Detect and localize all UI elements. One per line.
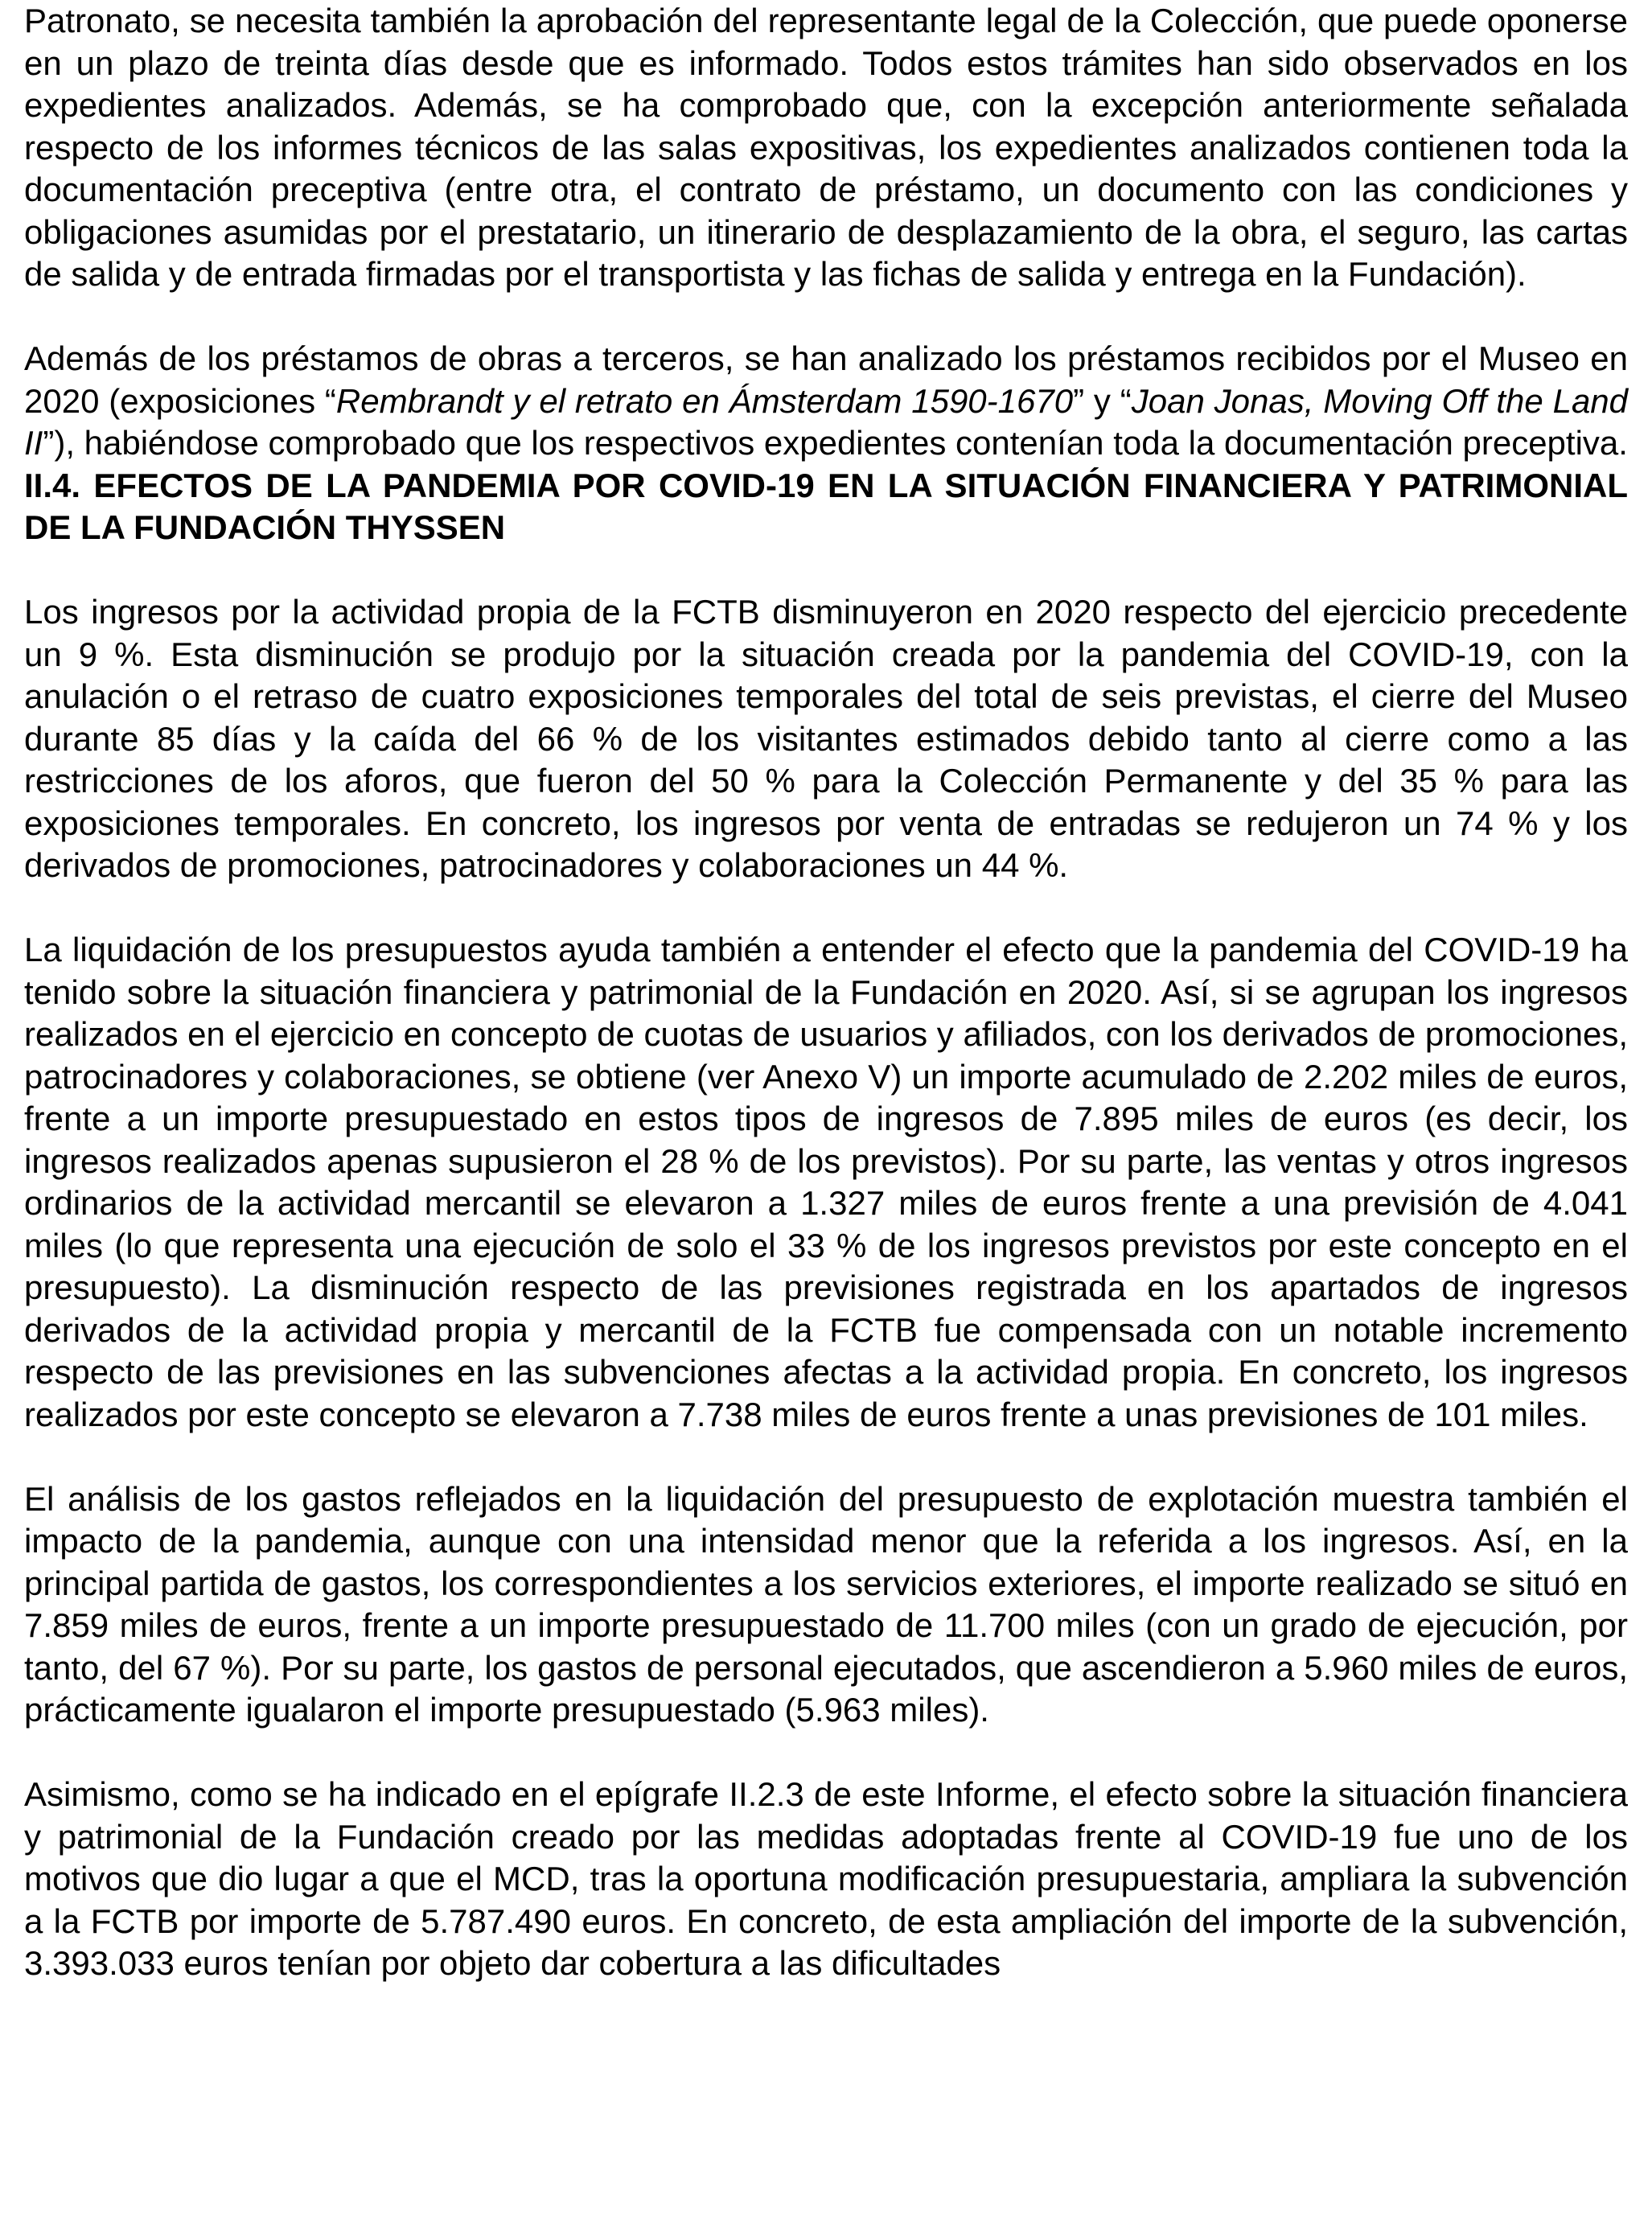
- section-heading: [24, 465, 1628, 549]
- paragraph-income-decrease: Los ingresos por la actividad propia de la FCTB disminuyeron en 2020 respecto del ejercicio precedente un 9 %. Esta disminución se produjo por la situación creada por la pandemia del COVID-19, con la anulación o el retraso de cuatro exposiciones temporales del total de seis previstas, el cierre del Museo durante 85 días y la caída del 66 % de los visitantes estimados debido tanto al cierre como a las restricciones de los aforos, que fueron del 50 % para la Colección Permanente y del 35 % para las exposiciones temporales. En concreto, los ingresos por venta de entradas se redujeron un 74 % y los derivados de promociones, patrocinadores y colaboraciones un 44 %.: [24, 593, 1628, 884]
- paragraph-expenses-analysis: El análisis de los gastos reflejados en la liquidación del presupuesto de explotación muestra también el impacto de la pandemia, aunque con una intensidad menor que la referida a los ingresos. Así, en la principal partida de gastos, los correspondientes a los servicios exteriores, el importe realizado se situó en 7.859 miles de euros, frente a un importe presupuestado de 11.700 miles (con un grado de ejecución, por tanto, del 67 %). Por su parte, los gastos de personal ejecutados, que ascendieron a 5.960 miles de euros, prácticamente igualaron el importe presupuestado (5.963 miles).: [24, 1479, 1628, 1729]
- paragraph-text: ”), habiéndose comprobado que los respectivos expedientes contenían toda la documentación preceptiva.: [43, 424, 1628, 462]
- exhibition-title-jonas: Joan Jonas, Moving Off the Land II: [24, 381, 1629, 462]
- exhibition-title-rembrandt: Rembrandt y el retrato en Ámsterdam 1590-1670: [335, 381, 1074, 420]
- paragraph-text: ” y “: [1073, 381, 1132, 420]
- paragraph-loans-received: [24, 338, 1628, 465]
- section-title: EFECTOS DE LA PANDEMIA POR COVID-19 EN LA SITUACIÓN FINANCIERA Y PATRIMONIAL DE LA FUNDACIÓN THYSSEN: [24, 466, 1628, 546]
- section-number: II.4.: [24, 466, 81, 504]
- paragraph-continuation: Patronato, se necesita también la aprobación del representante legal de la Colección, que puede oponerse en un plazo de treinta días desde que es informado. Todos estos trámites han sido observados en los expedientes analizados. Además, se ha comprobado que, con la excepción anteriormente señalada respecto de los informes técnicos de las salas expositivas, los expedientes analizados contienen toda la documentación preceptiva (entre otra, el contrato de préstamo, un documento con las condiciones y obligaciones asumidas por el prestatario, un itinerario de desplazamiento de la obra, el seguro, las cartas de salida y de entrada firmadas por el transportista y las fichas de salida y entrega en la Fundación).: [24, 2, 1628, 293]
- paragraph-text: Además de los préstamos de obras a terceros, se han analizado los préstamos recibidos por el Museo en 2020 (exposiciones “: [24, 339, 1628, 420]
- document-page: [24, 0, 1628, 1985]
- paragraph-budget-liquidation: La liquidación de los presupuestos ayuda también a entender el efecto que la pandemia del COVID-19 ha tenido sobre la situación financiera y patrimonial de la Fundación en 2020. Así, si se agrupan los ingresos realizados en el ejercicio en concepto de cuotas de usuarios y afiliados, con los derivados de promociones, patrocinadores y colaboraciones, se obtiene (ver Anexo V) un importe acumulado de 2.202 miles de euros, frente a un importe presupuestado en estos tipos de ingresos de 7.895 miles de euros (es decir, los ingresos realizados apenas supusieron el 28 % de los previstos). Por su parte, las ventas y otros ingresos ordinarios de la actividad mercantil se elevaron a 1.327 miles de euros frente a una previsión de 4.041 miles (lo que representa una ejecución de solo el 33 % de los ingresos previstos por este concepto en el presupuesto). La disminución respecto de las previsiones registrada en los apartados de ingresos derivados de la actividad propia y mercantil de la FCTB fue compensada con un notable incremento respecto de las previsiones en las subvenciones afectas a la actividad propia. En concreto, los ingresos realizados por este concepto se elevaron a 7.738 miles de euros frente a unas previsiones de 101 miles.: [24, 931, 1628, 1433]
- paragraph-subsidy-extension: Asimismo, como se ha indicado en el epígrafe II.2.3 de este Informe, el efecto sobre la situación financiera y patrimonial de la Fundación creado por las medidas adoptadas frente al COVID-19 fue uno de los motivos que dio lugar a que el MCD, tras la oportuna modificación presupuestaria, ampliara la subvención a la FCTB por importe de 5.787.490 euros. En concreto, de esta ampliación del importe de la subvención, 3.393.033 euros tenían por objeto dar cobertura a las dificultades: [24, 1775, 1628, 1982]
